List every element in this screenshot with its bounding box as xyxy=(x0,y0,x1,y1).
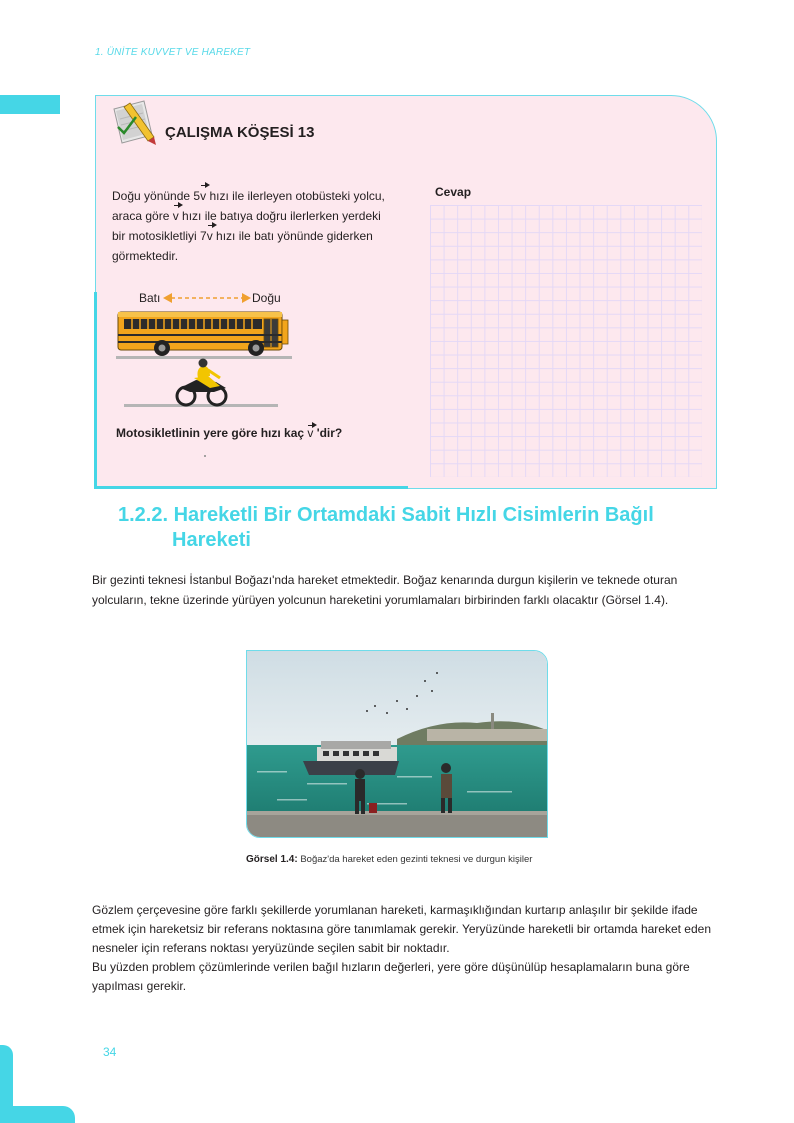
direction-east-label: Doğu xyxy=(252,291,281,305)
problem-text: Doğu yönünde 5v hızı ile ilerleyen otobüsteki yolcu, araca göre v hızı ile batıya doğru ilerlerken yerdeki bir motosikletliyi 7v hızı ile batı yönünde giderken görmektedir. xyxy=(112,186,397,266)
figure-label: Görsel 1.4: xyxy=(246,854,298,865)
direction-arrow xyxy=(163,292,251,304)
vector-v-symbol: v xyxy=(173,206,179,226)
running-header: 1. ÜNİTE KUVVET VE HAREKET xyxy=(95,47,251,58)
exercise-box-accent-bottom xyxy=(94,486,408,489)
body-paragraph: Gözlem çerçevesine göre farklı şekillerde yorumlanan hareketi, karmaşıklığından kurtarıp anlaşılır bir şekilde ifade etmek için hareketsiz bir referans noktasına göre tanımlamak gerekir. Yeryüzünde hareketli bir ortamda hareket eden nesneler için referans noktası yeryüzünde seçilen sabit bir noktadır. Bu yüzden problem çözümlerinde verilen bağıl hızların değerleri, yere göre düşünülüp hesaplamaların buna göre yapılması gerekir. xyxy=(92,903,711,993)
chapter-tab xyxy=(0,95,60,114)
figure-caption: Görsel 1.4: Boğaz'da hareket eden gezinti teknesi ve durgun kişiler xyxy=(246,854,533,865)
bosphorus-ferry-photo xyxy=(246,650,548,838)
intro-paragraph: Bir gezinti teknesi İstanbul Boğazı'nda hareket etmektedir. Boğaz kenarında durgun kişilerin ve teknede oturan yolcuların, tekne üzerinde yürüyen yolcunun hareketini yorumlamaları birbirinden farklı olacaktır (Görsel 1.4). xyxy=(92,573,678,607)
section-heading: 1.2.2. Hareketli Bir Ortamdaki Sabit Hızlı Cisimlerin Bağıl Hareketi xyxy=(118,504,654,551)
vector-v-symbol: v xyxy=(307,426,314,440)
exercise-box-accent-left xyxy=(94,292,97,489)
school-bus-illustration xyxy=(114,308,294,360)
vector-v-symbol: v xyxy=(200,186,206,206)
page-corner-decoration-bottom xyxy=(0,1106,75,1123)
exercise-question: Motosikletlinin yere göre hızı kaç v 'dir? xyxy=(116,426,343,440)
exercise-title: ÇALIŞMA KÖŞESİ 13 xyxy=(165,124,315,141)
page-number: 34 xyxy=(103,1045,117,1059)
answer-label: Cevap xyxy=(435,185,472,199)
direction-west-label: Batı xyxy=(139,291,161,305)
stray-dot xyxy=(204,455,206,457)
motorcycle-rider-illustration xyxy=(124,358,278,410)
vector-v-symbol: v xyxy=(207,226,213,246)
notepad-pencil-icon xyxy=(110,97,158,149)
answer-grid xyxy=(430,205,702,477)
